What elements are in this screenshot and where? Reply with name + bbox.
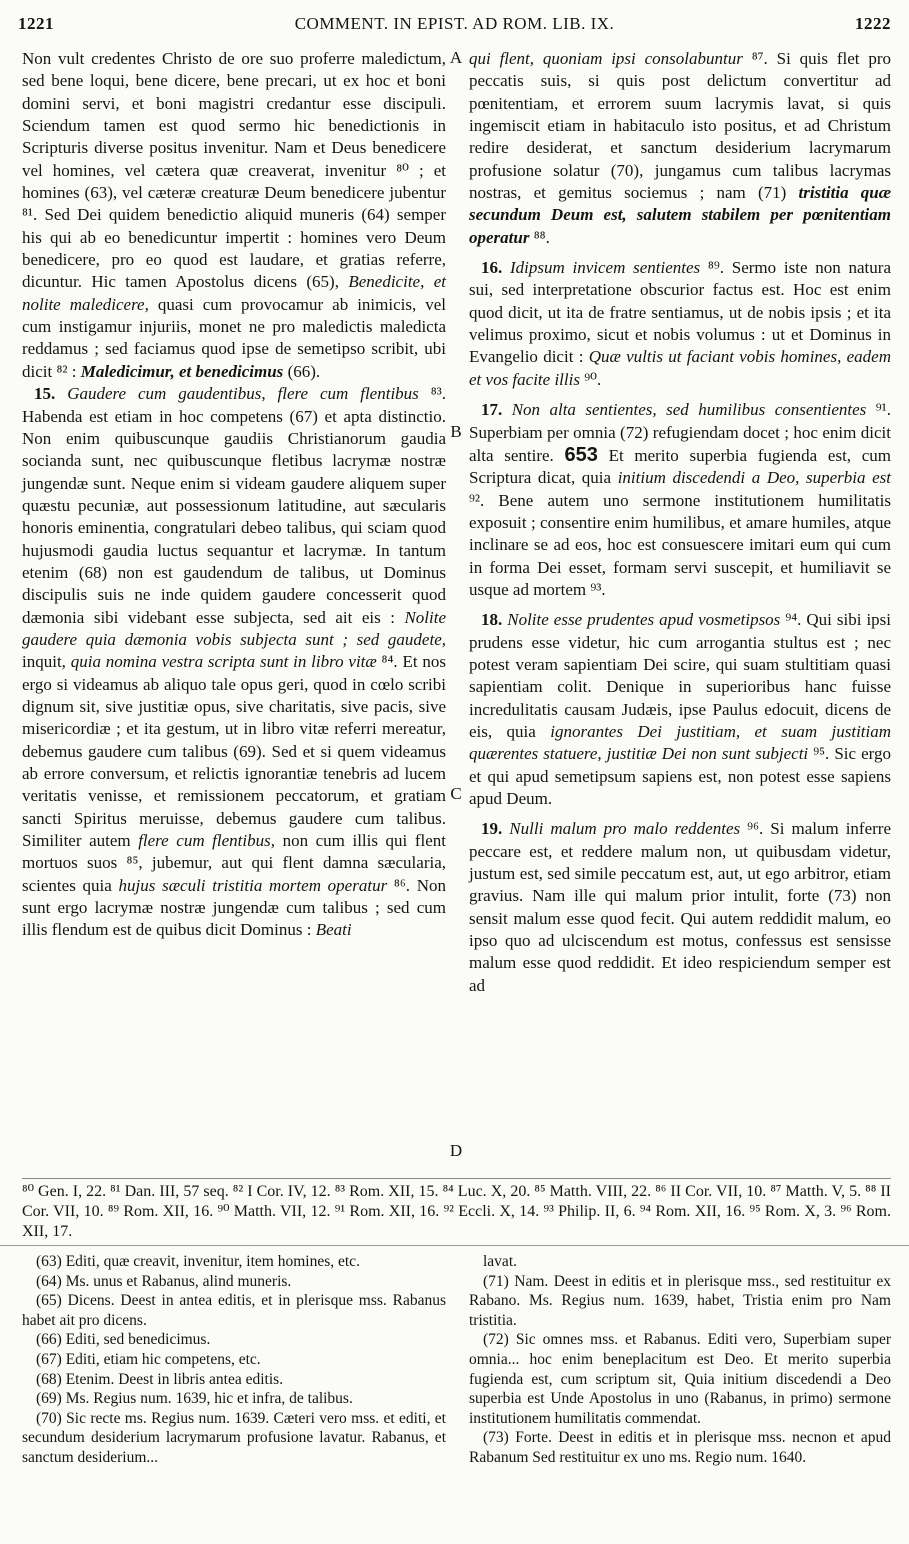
paragraph-19: 19. Nulli malum pro malo reddentes ⁹⁶. Si malum inferre peccare est, et reddere malum non, ut quibusdam videtur, justum est, sed simile peccatum est, aut, ut ego arbitror, etiam gravius. Nam ille qui malum prior intulit, forte (73) non sensit malum esse quod fecit. Qui autem reddidit malum, eo ipso quo ad ulciscendum est motus, confessus est sensisse malum esse quod reddidit. Et ideo respiciendum semper est ad [469,819,892,995]
paragraph-15: 15. Gaudere cum gaudentibus, flere cum flentibus ⁸³. Habenda est etiam in hoc competens (67) et apta distinctio. Non enim quibuscunque gaudiis Christianorum gaudia socianda sunt, nec quibuscunque fletibus lacrymæ nostræ jungendæ sunt. Neque enim si videam gaudere aliquem super quæstu pecuniæ, aut possessionum latitudine, aut sæcularis honoris eminentia, congratulari debeo talibus, qui sciam quod hujusmodi gaudia luctus sequantur et lacrymæ. In tantum etenim (68) non est gaudendum de talibus, ut Dominus discipulis suis ne inde quidem gaudere concesserit quod dæmonia sibi videbant esse subjecta, sed ait eis : Nolite gaudere quia dæmonia vobis subjecta sunt ; sed gaudete, inquit, quia nomina vestra scripta sunt in libro vitæ ⁸⁴. Et nos ergo si videamus ab aliquo tale opus geri, quod in cœlo scribi dignum sit, sive justitiæ opus, sive charitatis, sive pacis, sive misericordiæ ; et ita gestum, ut in libro vitæ referri mereatur, debemus gaudere cum talibus (69). Sed et si quem videamus ab errore conversum, et relictis ignorantiæ tenebris ad lucem veritatis venisse, et remissionem peccatorum, et gratiam sancti Spiritus meruisse, debemus gaudere cum talibus. Similiter autem flere cum flentibus, non cum illis qui flent mortuos suos ⁸⁵, jubemur, aut qui flent damna sæcularia, scientes quia hujus sæculi tristitia mortem operatur ⁸⁶. Non sunt ergo lacrymæ nostræ jungendæ cum talibus ; sed cum illis flendum est de quibus dicit Dominus : Beati [22,384,447,940]
margin-marker-c: C [450,784,462,803]
left-column [22,48,446,942]
running-title: COMMENT. IN EPIST. AD ROM. LIB. IX. [294,14,615,33]
note: (65) Dicens. Deest in antea editis, et in plerisque mss. Rabanus habet ait pro dicens. [22,1292,446,1329]
notes-right [469,1252,891,1468]
page-number-left: 1221 [18,14,54,33]
note: (67) Editi, etiam hic competens, etc. [36,1350,261,1368]
paragraph-17: 17. Non alta sentientes, sed humilibus consentientes ⁹¹. Superbiam per omnia (72) refugiendam docet ; hoc enim dicit alta sentire. 653 Et merito superbia fugienda est, cum Scriptura dicat, quia initium discedendi a Deo, superbia est ⁹². Bene autem uno sermone institutionem humilitatis exposuit ; consentire enim humilibus, et amare humiles, atque inclinare se ad eos, hoc est consuescere imitari eum qui cum in forma Dei esset, formam servi suscepit, et humiliavit se usque ad mortem ⁹³. [469,400,892,599]
margin-marker-a: A [449,48,463,67]
note: (73) Forte. Deest in editis et in plerisque mss. necnon et apud Rabanum Sed restituitur ex uno ms. Regio num. 1640. [469,1429,891,1466]
paragraph-16: 16. Idipsum invicem sentientes ⁸⁹. Sermo iste non natura sui, sed interpretatione obscurior factus est. Hoc est enim quod dicit, ut ita de fratre sentiamus, ut de nobis ipsis ; et ita velimus proximo, sicut et nobis volumus : ut et Dominus in Evangelio dicit : Quæ vultis ut faciant vobis homines, eadem et vos facite illis ⁹⁰. [469,258,892,389]
note: (66) Editi, sed benedicimus. [36,1331,211,1349]
right-column [469,48,891,997]
running-header [18,14,891,38]
note: (69) Ms. Regius num. 1639, hic et infra, de talibus. [36,1390,353,1408]
reference-line: ⁸⁰ Gen. I, 22. ⁸¹ Dan. III, 57 seq. ⁸² I Cor. IV, 12. ⁸³ Rom. XII, 15. ⁸⁴ Luc. X, 20. ⁸⁵ Matth. VIII, 22. ⁸⁶ II Cor. VII, 10. ⁸⁷ Matth. V, 5. ⁸⁸ II Cor. VII, 10. ⁸⁹ Rom. XII, 16. ⁹⁰ Matth. VII, 12. ⁹¹ Rom. XII, 16. ⁹² Eccli. X, 14. ⁹³ Philip. II, 6. ⁹⁴ Rom. XII, 16. ⁹⁵ Rom. X, 3. ⁹⁶ Rom. XII, 17. [22,1183,891,1240]
note: (68) Etenim. Deest in libris antea editis. [36,1370,284,1388]
notes-divider [0,1245,909,1246]
margin-marker-b: B [450,422,462,441]
paragraph-14-cont: Non vult credentes Christo de ore suo proferre maledictum, sed bene loqui, bene dicere, bene precari, ut ex hoc et boni domini servi, et boni magistri credantur esse discipuli. Sciendum tamen est quod sermo hic benedictionis in Scripturis diverse positus invenitur. Nam et Deus benedicere vel homines, vel cætera quæ creaverat, invenitur ⁸⁰ ; et homines (63), vel cæteræ creaturæ Deum benedicere jubentur ⁸¹. Sed Dei quidem benedictio aliquid muneris (64) semper his qui ab eo benedicuntur impertit : homines vero Deum benedicere, pro eo quod est laudare, et gratias referre, dicuntur. Hic tamen Apostolus dicens (65), Benedicite, et nolite maledicere, quasi cum provocamur ab inimicis, vel cum instigamur injuriis, monet ne pro maledictis maledicta reddamus ; sed faciamus quod ipse de semetipso scribit, ubi dicit ⁸² : Maledicimur, et benedicimus (66). [22,49,446,381]
note: (64) Ms. unus et Rabanus, alind muneris. [36,1272,292,1290]
note: lavat. [483,1253,517,1270]
column-number: 653 [564,443,598,466]
scripture-references [22,1178,891,1242]
page-number-right: 1222 [855,14,891,33]
note: (63) Editi, quæ creavit, invenitur, item homines, etc. [36,1253,360,1270]
paragraph-18: 18. Nolite esse prudentes apud vosmetipsos ⁹⁴. Qui sibi ipsi prudens esse videtur, hic cum arrogantia stultus est ; nec potest veram sapientiam Dei scire, qui suam stultitiam quasi sapientiam colit. Denique in superioribus hanc fuisse incredulitatis causam Judæis, ipse Paulus edocuit, dicens de eis, quia ignorantes Dei justitiam, et suam justitiam quærentes statuere, justitiæ Dei non sunt subjecti ⁹⁵. Sic ergo et qui apud semetipsum sapiens est, non potest esse sapiens apud Deum. [469,610,892,808]
paragraph-15-cont: qui flent, quoniam ipsi consolabuntur ⁸⁷. Si quis flet pro peccatis suis, si quis post delictum convertitur ad pœnitentiam, et errorem suum lacrymis lavat, si quis ingemiscit etiam in habitaculo isto positus, et ad Christum redire desiderat, et sanctum desiderium lacrymarum profusione solatur (70), jungamus cum talibus lacrymas nostras, et gemitus sociemus ; nam (71) tristitia quæ secundum Deum est, salutem stabilem per pœnitentiam operatur ⁸⁸. [469,49,892,247]
note: (70) Sic recte ms. Regius num. 1639. Cæteri vero mss. et editi, et secundum desiderium lacrymarum profusione lavatur. Rabanus, et sanctum desiderium... [22,1409,446,1466]
note: (72) Sic omnes mss. et Rabanus. Editi vero, Superbiam super omnia... hoc enim beneplacitum est Deo. Et merito superbia fugienda est, cum scriptum sit, Quia initium discedendi a Deo superbia est Unde Apostolus in uno (Rabanus, in primo) sermone institutionem humilitatis commendat. [469,1331,891,1427]
note: (71) Nam. Deest in editis et in plerisque mss., sed restituitur ex Rabano. Ms. Regius num. 1639, habet, Tristia enim pro Nam tristitia. [469,1272,891,1329]
margin-marker-d: D [449,1141,463,1160]
notes-left [22,1252,446,1468]
